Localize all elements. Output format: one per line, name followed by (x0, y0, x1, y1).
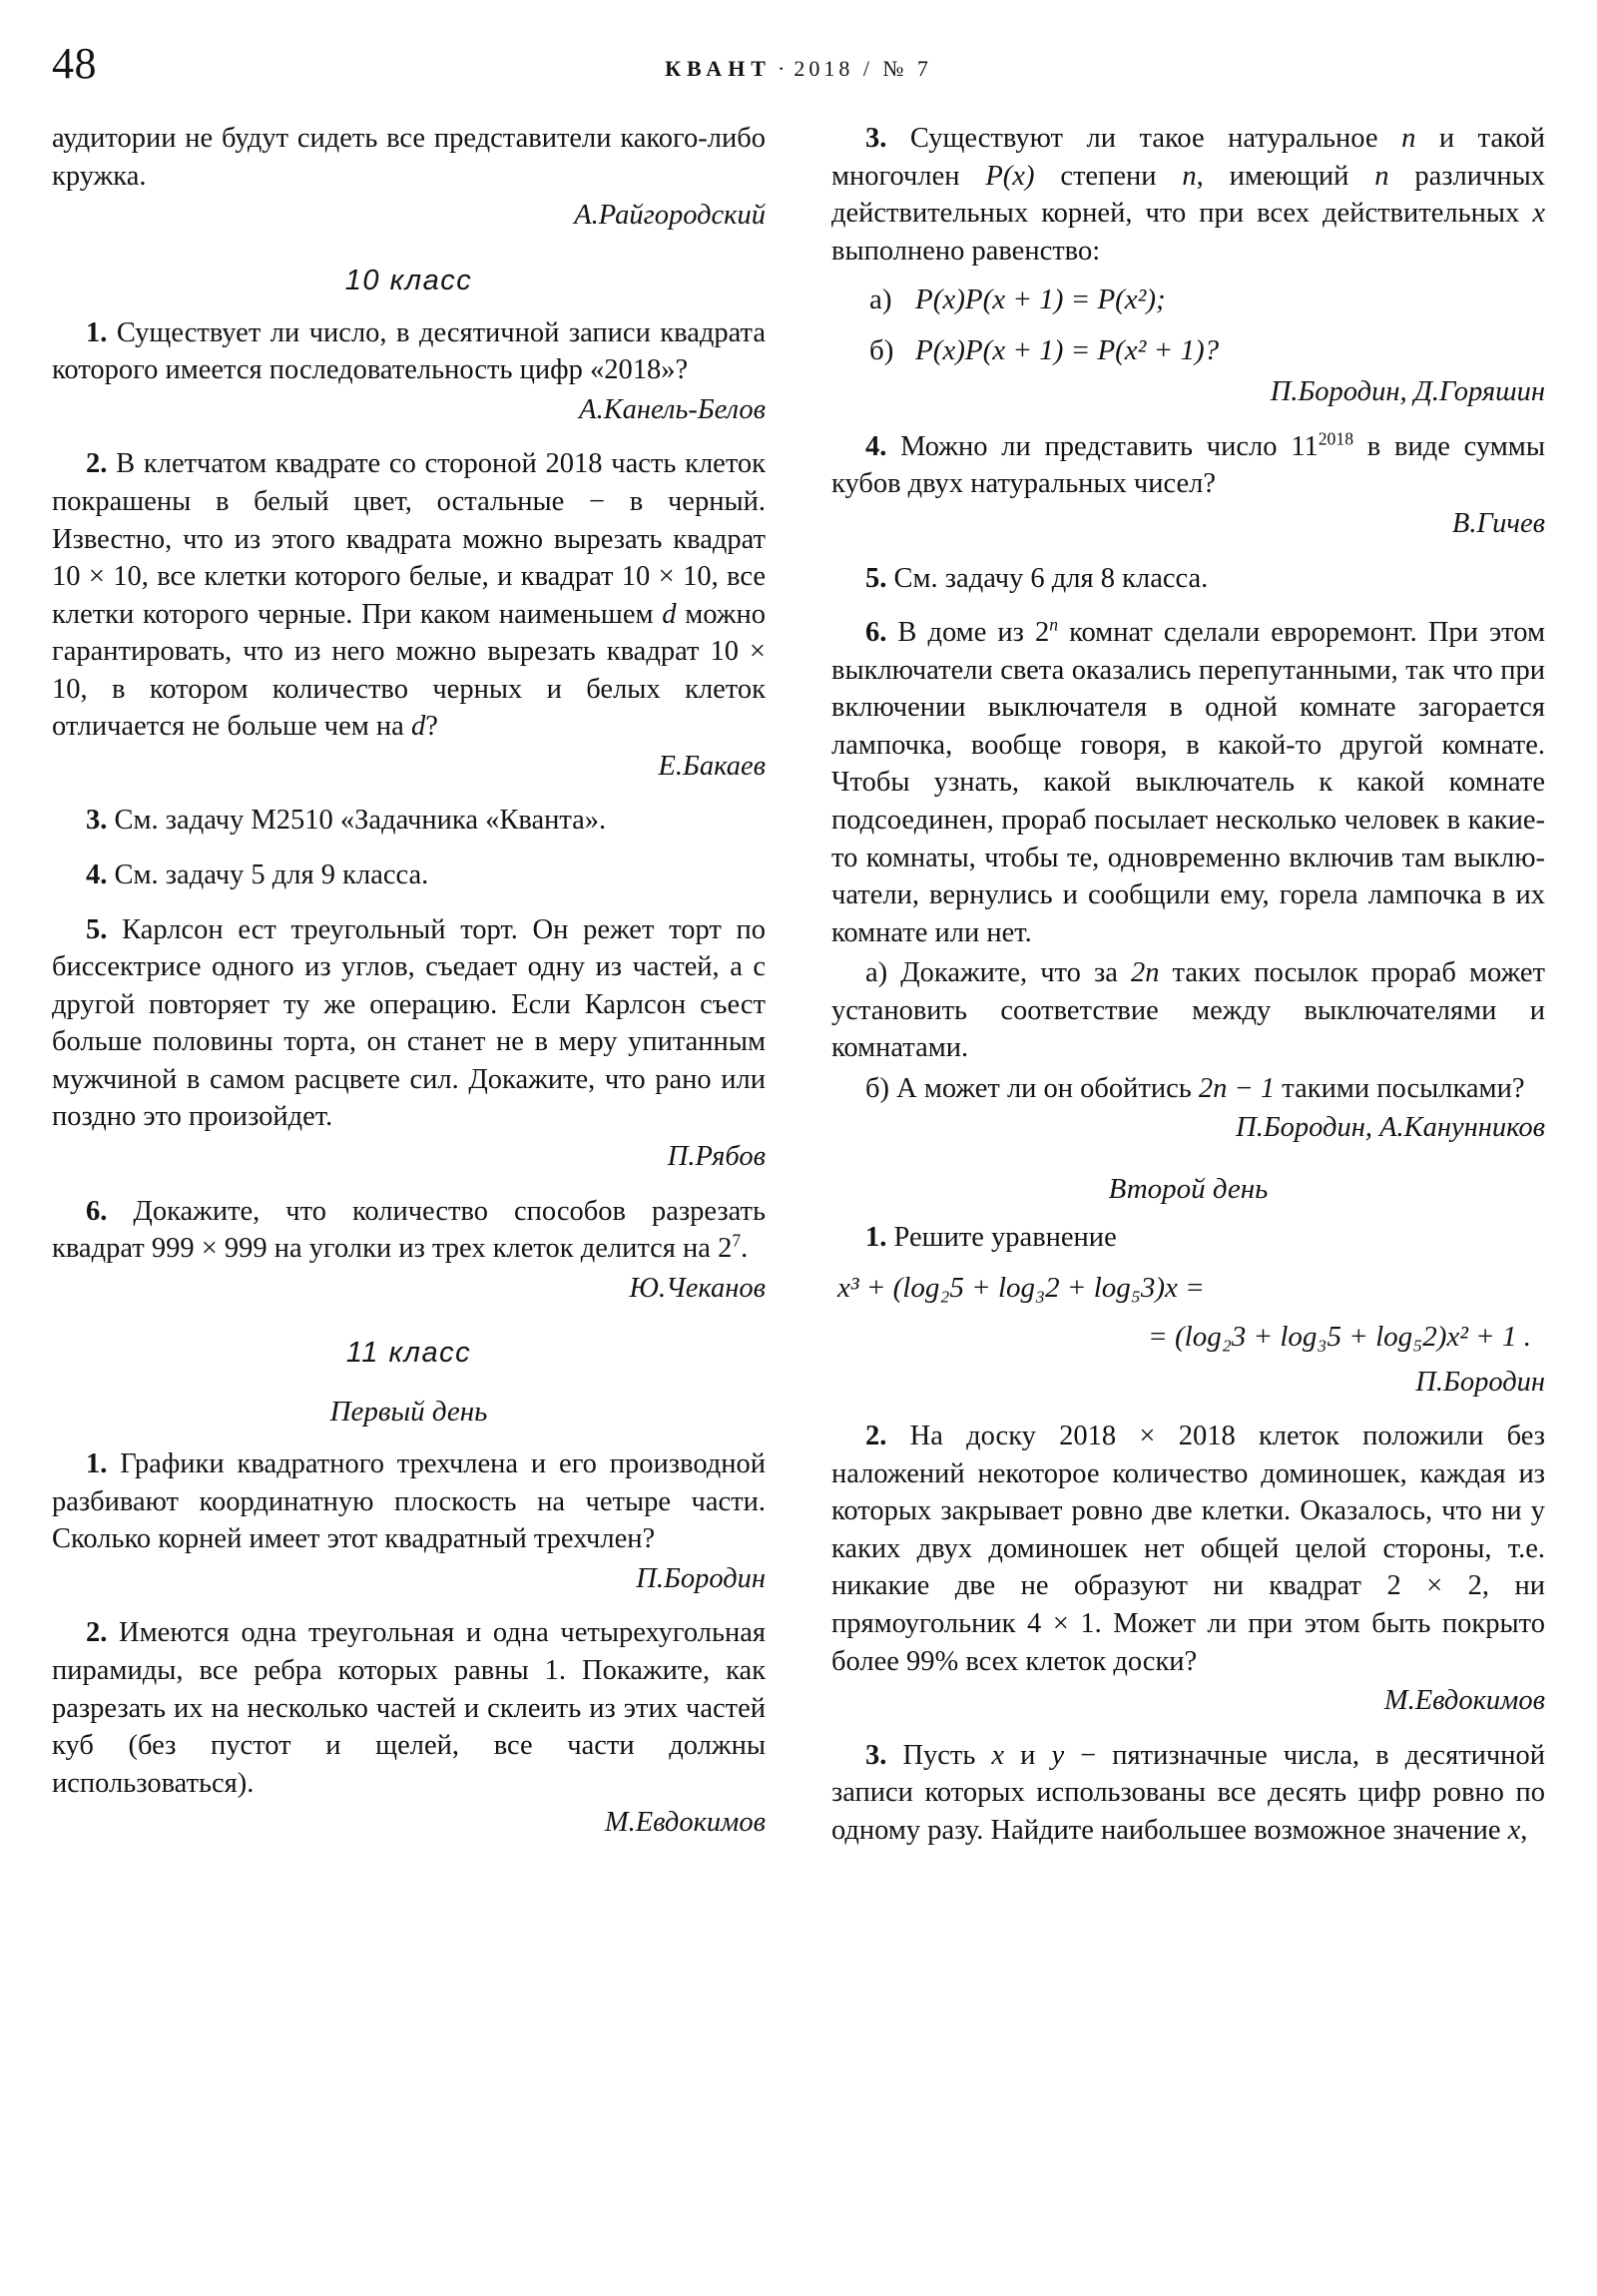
journal-name: КВАНТ (665, 56, 772, 81)
problem-text: Графики квадратного трехчлена и его производной разбивают координатную плоскость на четыре части. Сколько корней имеет этот квадратный трехчлен? (52, 1448, 766, 1555)
head-separator: · (777, 56, 789, 81)
problem-text-seg-4: . Может ли при этом быть покрыто более 99% всех клеток доски? (831, 1607, 1545, 1677)
problem-number: 4. (865, 430, 887, 462)
problem-text-seg-1: В доме из (897, 617, 1035, 649)
problem-r6-part-b (831, 1070, 1545, 1108)
problem-10-6-author: Ю.Чеканов (629, 1272, 766, 1304)
problem-10-5 (52, 911, 766, 1136)
problem-text-seg-2: на уголки из трех клеток делится на (266, 1233, 719, 1265)
problem-11-d1-1 (52, 1445, 766, 1558)
right-column (831, 120, 1545, 1849)
issue-label: 2018 / № 7 (794, 56, 932, 81)
problem-text-seg-6: выполнено равенство: (831, 235, 1101, 267)
problem-r4-author: В.Гичев (1451, 508, 1545, 540)
problem-10-2-author: Е.Бакаев (658, 750, 766, 782)
problem-r6-author: П.Бородин, А.Канунников (1236, 1112, 1545, 1144)
problem-text-seg-1: Можно ли представить число (900, 430, 1292, 462)
problem-text-seg-2: , все клетки которого белые, и квадрат (141, 561, 622, 593)
math-999x999: 999 × 999 (151, 1233, 267, 1265)
formula-part-b: P(x)P(x + 1) = P(x² + 1)? (915, 334, 1220, 367)
problem-text-seg-1: В клетчатом квадрате со стороной 2018 часть клеток покрашены в белый цвет, остальные − в черный. Известно, что из этого квадрата можно вырезать квадрат (52, 448, 766, 555)
math-var-x-2: x (1507, 1814, 1521, 1846)
part-b-text-1: А может ли он обойтись (896, 1072, 1199, 1104)
math-exponent-n: n (1049, 614, 1059, 635)
problem-r3-author: П.Бородин, Д.Горяшин (1270, 376, 1545, 408)
page-number: 48 (52, 39, 97, 88)
math-10x10-c: 10 × 10 (52, 636, 766, 705)
math-exponent-2018: 2018 (1318, 428, 1354, 449)
math-10x10-a: 10 × 10 (52, 561, 142, 593)
math-square-2x2: 2 × 2 (1386, 1570, 1482, 1602)
math-var-d-b: d (410, 711, 426, 743)
problem-11-d2-1 (831, 1219, 1545, 1257)
problem-number: 4. (86, 860, 108, 890)
problem-10-2 (52, 445, 766, 746)
part-a-text-2: таких посылок прораб может установить соответствие между выключателями и комнатами. (831, 957, 1546, 1064)
running-head (52, 34, 1545, 108)
math-exponent-7: 7 (732, 1230, 742, 1251)
carryover-author: А.Райгородский (574, 200, 766, 232)
problem-10-4 (52, 857, 766, 894)
part-b-text-2: такими посылками? (1275, 1072, 1525, 1104)
grade-11-heading: 11 класс (345, 1337, 472, 1370)
problem-number: 6. (86, 1195, 108, 1227)
math-var-n-1: n (1401, 123, 1416, 154)
problem-r6-part-a (831, 954, 1545, 1067)
problem-number: 2. (86, 448, 108, 480)
problem-text-seg-2: и такой многочлен (831, 123, 1546, 192)
problem-text-seg-4: можно гарантировать, что из него можно вырезать квадрат (52, 598, 766, 668)
problem-text-seg-1: На доску (909, 1421, 1060, 1452)
math-base-2: 2 (1034, 617, 1050, 649)
problem-number: 1. (86, 316, 108, 348)
math-poly-px: P(x) (985, 160, 1035, 192)
math-2n-a: 2n (1130, 957, 1160, 989)
problem-number: 1. (865, 1222, 887, 1254)
journal-title-line (665, 56, 932, 82)
problem-10-1-author: А.Канель-Белов (579, 393, 766, 425)
equation-line-2: = (log₂3 + log₃5 + log₅2)x² + 1 . (1148, 1321, 1531, 1354)
part-label-a: а) (865, 957, 888, 989)
problem-text-seg-2: в виде суммы кубов двух натуральных чисел? (831, 430, 1545, 500)
problem-10-5-author: П.Рябов (667, 1140, 766, 1172)
problem-text-seg-4: , имеющий (1196, 160, 1375, 192)
math-var-n-2: n (1182, 160, 1197, 192)
part-label-a: а) (869, 284, 892, 316)
problem-10-r5 (831, 560, 1545, 598)
problem-text-seg-3: степени (1034, 160, 1183, 192)
math-10x10-b: 10 × 10 (621, 561, 712, 593)
problem-text-seg-5: различных действительных корней, что при всех действительных (831, 160, 1545, 230)
problem-text-seg-1: Пусть (902, 1739, 992, 1771)
problem-11-d1-2-author: М.Евдокимов (604, 1807, 766, 1839)
problem-10-r4 (831, 428, 1545, 503)
problem-text-seg-1: Докажите, что количество способов разрезать квадрат (52, 1195, 766, 1265)
problem-number: 5. (865, 562, 887, 594)
problem-number: 5. (86, 913, 108, 945)
problem-text: Имеются одна треугольная и одна четырехугольная пирамиды, все ребра которых равны 1. Покажите, как разрезать их на несколько частей и склеить из этих частей куб (без пустот и щелей, все части должны использоваться). (52, 1617, 766, 1799)
problem-11-d1-2 (52, 1614, 766, 1802)
problem-11-d2-3 (831, 1737, 1545, 1850)
part-a-text-1: Докажите, что за (900, 957, 1131, 989)
problem-number: 2. (86, 1617, 108, 1649)
equation-line-1: x³ + (log₂5 + log₃2 + log₅3)x = (837, 1271, 1205, 1304)
math-2n-minus-1: 2n − 1 (1198, 1072, 1276, 1104)
problem-number: 3. (865, 1739, 887, 1771)
problem-text: См. задачу 6 для 8 класса. (893, 562, 1209, 594)
problem-r3-part-b (831, 329, 1545, 371)
problem-text-seg-6: ? (425, 711, 438, 743)
part-label-b: б) (869, 334, 894, 367)
part-label-b: б) (865, 1072, 889, 1104)
problem-11-d1-1-author: П.Бородин (636, 1562, 766, 1594)
problem-number: 2. (865, 1421, 887, 1452)
problem-10-3 (52, 802, 766, 840)
problem-r3-part-a (831, 279, 1545, 320)
math-var-d-a: d (662, 598, 677, 630)
equation-display (831, 1267, 1545, 1360)
day-2-heading: Второй день (1108, 1173, 1269, 1206)
problem-text-seg-2: клеток положили без наложений некоторое количество доминошек, каждая из которых закрывает ровно две клетки. Оказалось, что ни у каких двух доминошек нет общей целой стороны, т.е. никакие две не образуют ни квадрат (831, 1421, 1545, 1602)
problem-text: Существует ли число, в десятичной записи квадрата которого имеется последовательность цифр «2018»? (52, 316, 766, 386)
math-base-2: 2 (718, 1233, 733, 1265)
problem-text-seg-3: − пятизначные числа, в десятичной записи которых использованы все десять цифр ровно по одному разу. Найдите наибольшее возможное значение (831, 1739, 1545, 1846)
problem-text-seg-3: . (741, 1233, 749, 1265)
problem-number: 6. (865, 617, 887, 649)
math-base-11: 11 (1291, 430, 1319, 462)
grade-10-heading: 10 класс (344, 264, 473, 296)
math-board-2018x2018: 2018 × 2018 (1059, 1421, 1236, 1452)
problem-11-d2-2 (831, 1418, 1545, 1680)
problem-d2-2-author: М.Евдокимов (1383, 1685, 1545, 1717)
problem-text-seg-1: Существуют ли такое натуральное (909, 123, 1402, 154)
problem-number: 1. (86, 1448, 108, 1480)
math-var-n-3: n (1374, 160, 1389, 192)
problem-text: Решите уравнение (893, 1222, 1117, 1254)
day-1-heading: Первый день (329, 1396, 488, 1429)
problem-text-seg-5: , в котором количество черных и белых клеток отличается не больше чем на (52, 673, 766, 743)
math-var-y: y (1051, 1739, 1065, 1771)
problem-10-1 (52, 314, 766, 389)
formula-part-a: P(x)P(x + 1) = P(x²); (915, 284, 1166, 316)
body-columns (52, 120, 1545, 1849)
math-rect-4x1: 4 × 1 (1027, 1607, 1095, 1639)
problem-d2-1-author: П.Бородин (1415, 1366, 1545, 1398)
problem-text: Карлсон ест треугольный торт. Он режет торт по биссектрисе одного из углов, съедает одну из частей, а с другой повторяет ту же операцию. Если Карлсон съест больше половины торта, он станет не в меру упитанным мужчиной в самом расцвете сил. Докажите, что рано или поздно это произойдет. (52, 913, 767, 1133)
problem-text: См. задачу 5 для 9 класса. (114, 860, 429, 890)
math-var-x-1: x (991, 1739, 1005, 1771)
problem-10-r3 (831, 120, 1545, 270)
problem-text-seg-2: комнат сделали евроремонт. При этом выключатели света оказались перепутанными, так что при включении выключателя в одной комнате загорается лампочка, вообще говоря, в какой-то другой комнате. Чтобы узнать, какой выключатель к какой комнате подсоединен, прораб посылает несколько человек в какие-то комнаты, чтобы те, одновременно включив там выключатели, вернулись и сообщили ему, горела лампочка в их комнате или нет. (831, 617, 1545, 948)
problem-text: См. задачу М2510 «Задачника «Кванта». (114, 805, 607, 837)
problem-10-r6 (831, 614, 1545, 951)
problem-10-6 (52, 1193, 766, 1268)
problem-text-seg-2: и (1004, 1739, 1052, 1771)
problem-number: 3. (86, 805, 108, 837)
problem-text-seg-3: , все клетки которого черные. При каком наименьшем (52, 561, 766, 630)
problem-text-seg-3: , ни прямоугольник (831, 1570, 1545, 1639)
problem-text-seg-4: , (1520, 1814, 1528, 1846)
problem-number: 3. (865, 123, 887, 154)
math-var-x: x (1532, 198, 1545, 230)
left-column (52, 120, 766, 1849)
carryover-paragraph: аудитории не будут сидеть все представители какого-либо кружка. (52, 123, 766, 192)
